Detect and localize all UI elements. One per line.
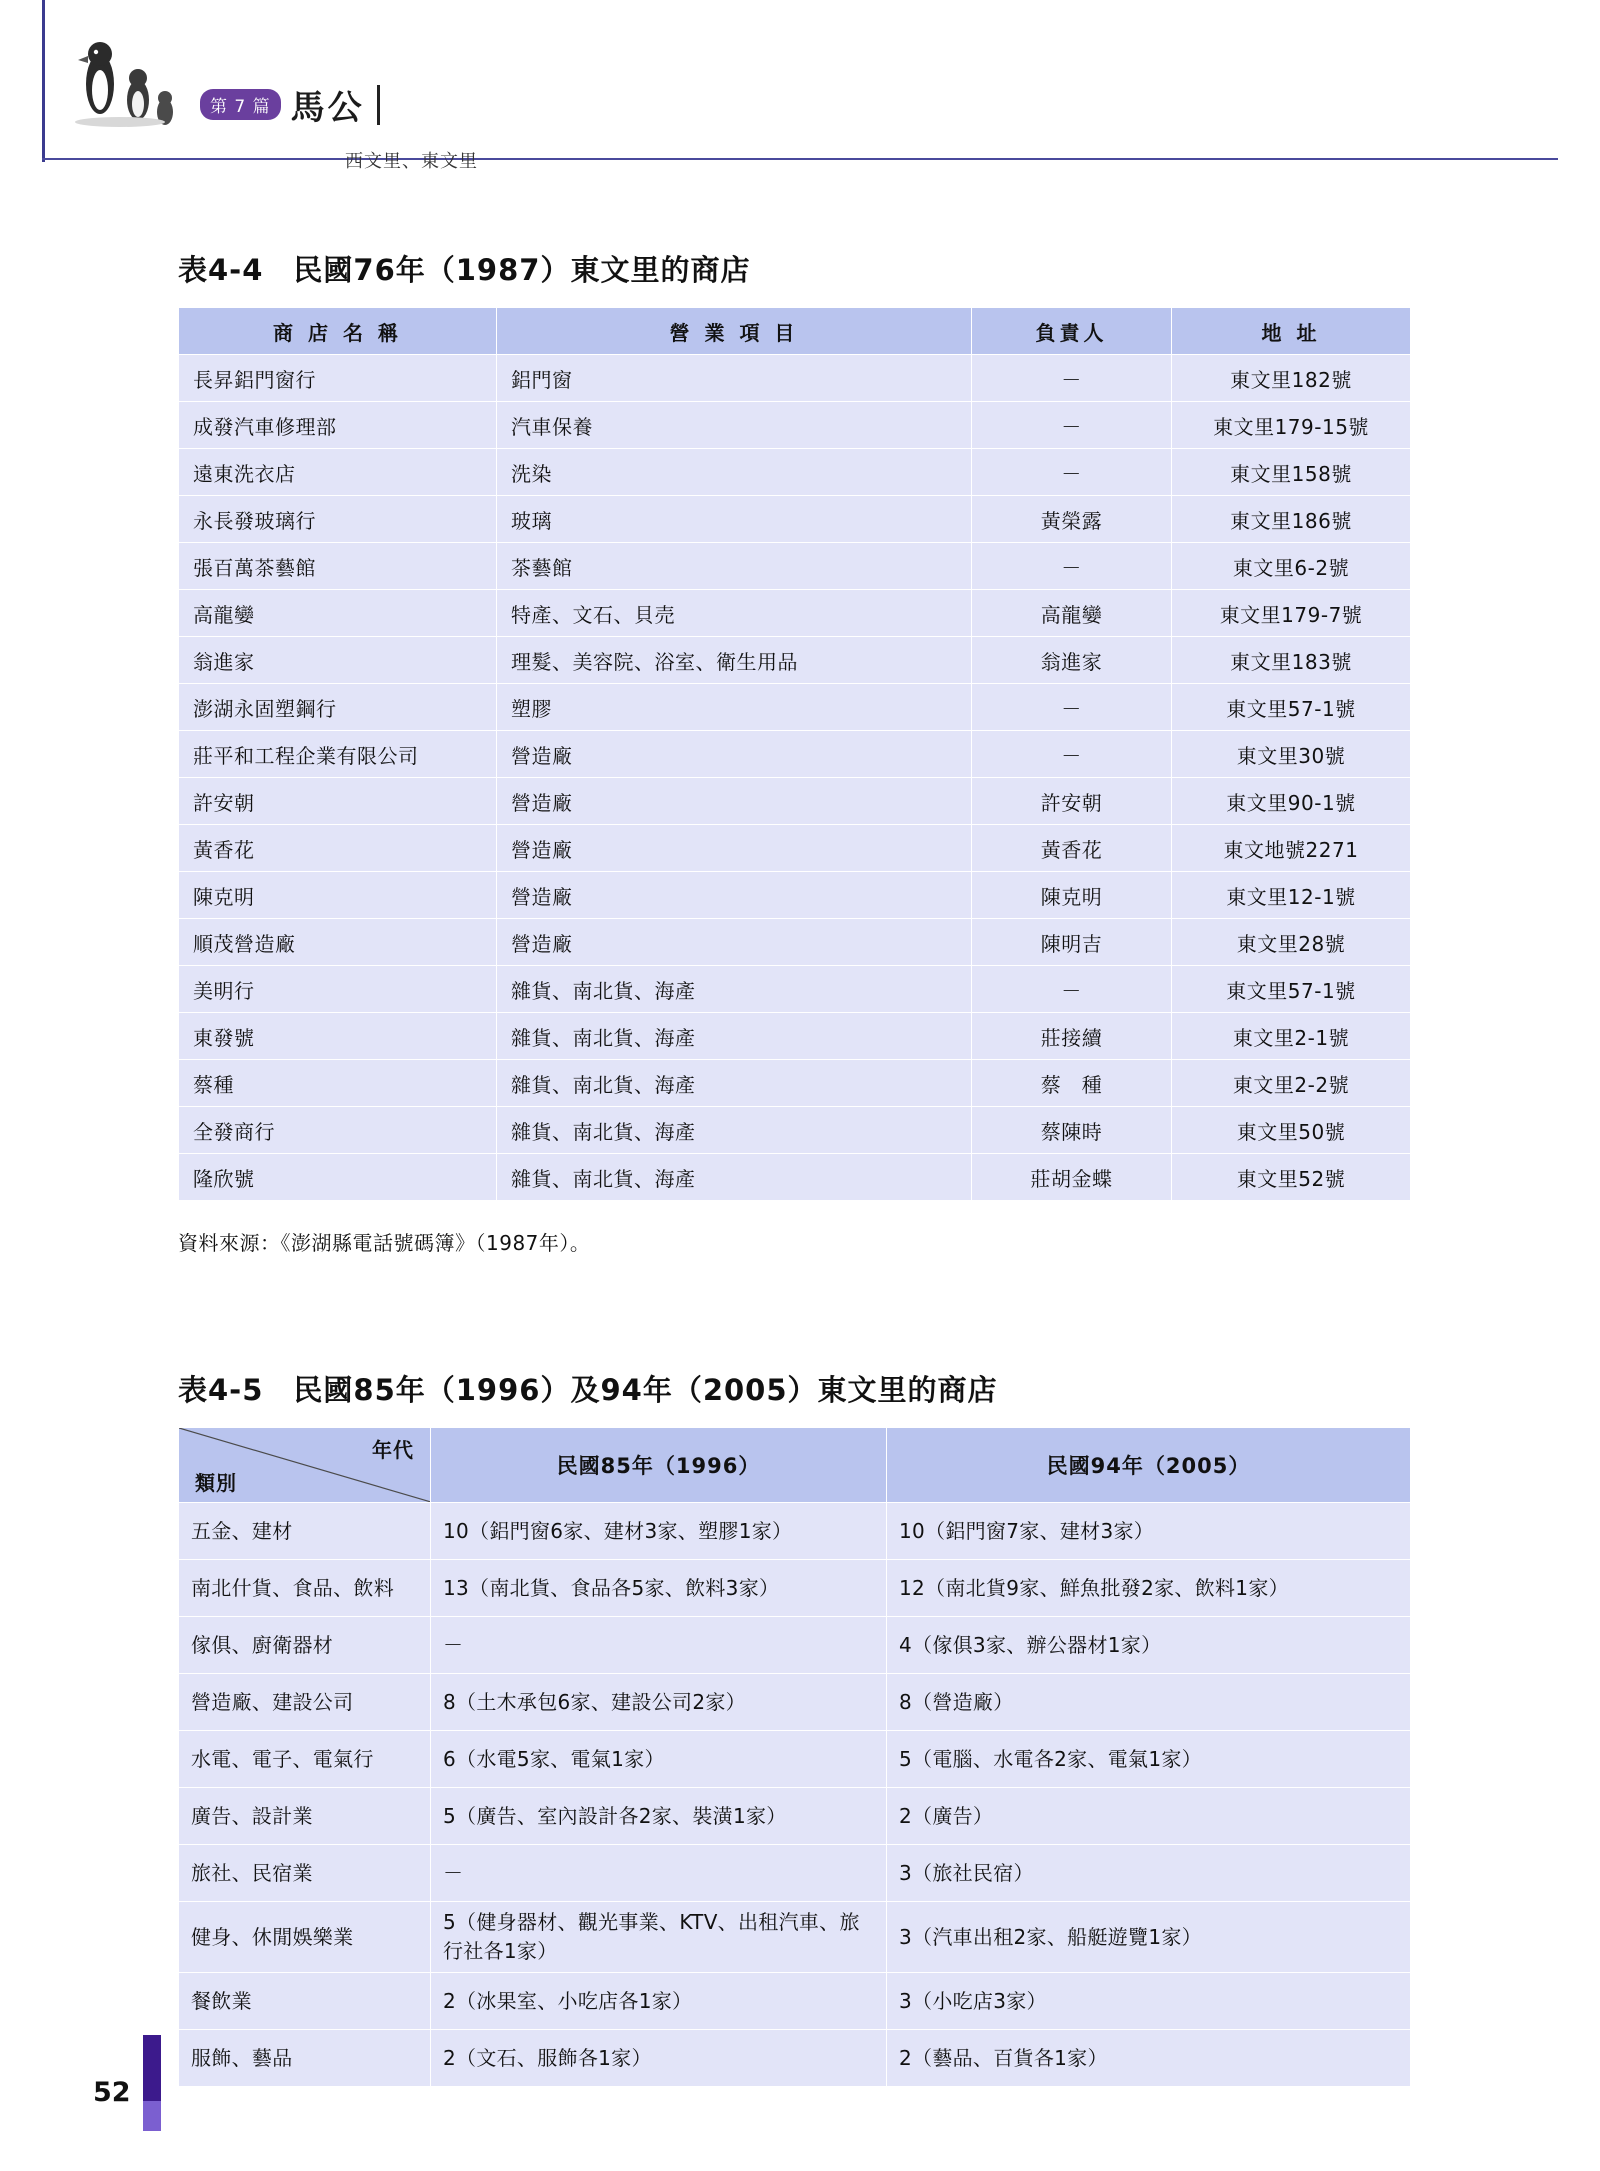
table-row	[179, 1674, 1411, 1731]
cell-address: 東文里28號	[1172, 919, 1411, 966]
table-row	[179, 637, 1411, 684]
footer-accent-bar-highlight	[143, 2101, 161, 2131]
chapter-badge	[200, 80, 380, 129]
column-header-business-items: 營 業 項 目	[497, 308, 972, 355]
cell-business-items: 雜貨、南北貨、海產	[497, 966, 972, 1013]
corner-label-category: 類別	[195, 1471, 237, 1495]
cell-1996: 8（土木承包6家、建設公司2家）	[431, 1674, 887, 1731]
table-4-4-caption: 表4-4 民國76年（1987）東文里的商店	[178, 253, 751, 287]
cell-1996: 5（健身器材、觀光事業、KTV、出租汽車、旅行社各1家）	[431, 1902, 887, 1973]
cell-address: 東文里57-1號	[1172, 684, 1411, 731]
cell-shop-name: 許安朝	[179, 778, 497, 825]
table-row	[179, 778, 1411, 825]
cell-owner: －	[972, 402, 1172, 449]
cell-1996: 13（南北貨、食品各5家、飲料3家）	[431, 1560, 887, 1617]
cell-address: 東文里50號	[1172, 1107, 1411, 1154]
cell-category: 五金、建材	[179, 1503, 431, 1560]
cell-shop-name: 蔡種	[179, 1060, 497, 1107]
table-row	[179, 355, 1411, 402]
corner-header-cell	[179, 1428, 431, 1503]
table-row	[179, 966, 1411, 1013]
cell-category: 營造廠、建設公司	[179, 1674, 431, 1731]
cell-business-items: 洗染	[497, 449, 972, 496]
cell-2005: 2（藝品、百貨各1家）	[887, 2030, 1411, 2087]
table-row	[179, 1154, 1411, 1201]
cell-business-items: 雜貨、南北貨、海產	[497, 1013, 972, 1060]
page-number: 52	[93, 2077, 131, 2108]
table-4-5-body	[179, 1503, 1411, 2087]
cell-1996: 6（水電5家、電氣1家）	[431, 1731, 887, 1788]
table-row	[179, 1902, 1411, 1973]
column-header-2005: 民國94年（2005）	[887, 1428, 1411, 1503]
table-row	[179, 543, 1411, 590]
cell-shop-name: 成發汽車修理部	[179, 402, 497, 449]
cell-category: 水電、電子、電氣行	[179, 1731, 431, 1788]
cell-owner: 蔡陳時	[972, 1107, 1172, 1154]
cell-address: 東文里186號	[1172, 496, 1411, 543]
table-header-row	[179, 308, 1411, 355]
cell-address: 東文里179-15號	[1172, 402, 1411, 449]
cell-business-items: 茶藝館	[497, 543, 972, 590]
cell-1996: 10（鋁門窗6家、建材3家、塑膠1家）	[431, 1503, 887, 1560]
cell-owner: 莊接續	[972, 1013, 1172, 1060]
cell-2005: 5（電腦、水電各2家、電氣1家）	[887, 1731, 1411, 1788]
cell-2005: 2（廣告）	[887, 1788, 1411, 1845]
cell-owner: 許安朝	[972, 778, 1172, 825]
table-header-row	[179, 1428, 1411, 1503]
chapter-title-rule	[377, 85, 380, 125]
cell-2005: 3（汽車出租2家、船艇遊覽1家）	[887, 1902, 1411, 1973]
cell-business-items: 特產、文石、貝売	[497, 590, 972, 637]
table-4-4-source-note: 資料來源：《澎湖縣電話號碼簿》（1987年）。	[178, 1231, 591, 1255]
cell-owner: 翁進家	[972, 637, 1172, 684]
cell-business-items: 玻璃	[497, 496, 972, 543]
cell-business-items: 營造廠	[497, 825, 972, 872]
cell-shop-name: 黃香花	[179, 825, 497, 872]
cell-2005: 3（小吃店3家）	[887, 1973, 1411, 2030]
table-row	[179, 2030, 1411, 2087]
cell-owner: 高龍孌	[972, 590, 1172, 637]
section-subheading: 西文里、東文里	[345, 151, 478, 172]
chapter-number-pill: 第 7 篇	[200, 89, 281, 120]
table-row	[179, 1617, 1411, 1674]
cell-shop-name: 陳克明	[179, 872, 497, 919]
cell-owner: 蔡 種	[972, 1060, 1172, 1107]
cell-shop-name: 莊平和工程企業有限公司	[179, 731, 497, 778]
cell-address: 東文里183號	[1172, 637, 1411, 684]
cell-business-items: 營造廠	[497, 872, 972, 919]
cell-owner: －	[972, 543, 1172, 590]
cell-owner: －	[972, 684, 1172, 731]
table-row	[179, 402, 1411, 449]
cell-address: 東文里2-2號	[1172, 1060, 1411, 1107]
cell-shop-name: 永長發玻璃行	[179, 496, 497, 543]
cell-shop-name: 東發號	[179, 1013, 497, 1060]
cell-owner: 黃香花	[972, 825, 1172, 872]
column-header-shop-name: 商 店 名 稱	[179, 308, 497, 355]
cell-shop-name: 高龍孌	[179, 590, 497, 637]
page-header	[60, 30, 580, 172]
table-row	[179, 1845, 1411, 1902]
chapter-title: 馬公	[290, 88, 365, 128]
cell-business-items: 營造廠	[497, 919, 972, 966]
table-row	[179, 496, 1411, 543]
cell-address: 東文里52號	[1172, 1154, 1411, 1201]
cell-2005: 3（旅社民宿）	[887, 1845, 1411, 1902]
table-row	[179, 872, 1411, 919]
cell-owner: 黃榮露	[972, 496, 1172, 543]
cell-category: 廣告、設計業	[179, 1788, 431, 1845]
cell-address: 東文地號2271	[1172, 825, 1411, 872]
cell-business-items: 汽車保養	[497, 402, 972, 449]
table-row	[179, 1013, 1411, 1060]
table-row	[179, 1973, 1411, 2030]
table-row	[179, 919, 1411, 966]
cell-owner: －	[972, 731, 1172, 778]
cell-address: 東文里182號	[1172, 355, 1411, 402]
cell-category: 傢俱、廚衛器材	[179, 1617, 431, 1674]
cell-category: 餐飲業	[179, 1973, 431, 2030]
cell-address: 東文里12-1號	[1172, 872, 1411, 919]
cell-category: 南北什貨、食品、飲料	[179, 1560, 431, 1617]
cell-owner: 陳明吉	[972, 919, 1172, 966]
cell-2005: 8（營造廠）	[887, 1674, 1411, 1731]
table-row	[179, 1060, 1411, 1107]
table-row	[179, 1107, 1411, 1154]
cell-shop-name: 遠東洗衣店	[179, 449, 497, 496]
cell-1996: －	[431, 1617, 887, 1674]
cell-2005: 4（傢俱3家、辦公器材1家）	[887, 1617, 1411, 1674]
cell-2005: 10（鋁門窗7家、建材3家）	[887, 1503, 1411, 1560]
cell-owner: 莊胡金蝶	[972, 1154, 1172, 1201]
cell-business-items: 鋁門窗	[497, 355, 972, 402]
table-row	[179, 1731, 1411, 1788]
cell-owner: －	[972, 355, 1172, 402]
table-4-5-caption: 表4-5 民國85年（1996）及94年（2005）東文里的商店	[178, 1373, 998, 1407]
cell-address: 東文里179-7號	[1172, 590, 1411, 637]
cell-shop-name: 翁進家	[179, 637, 497, 684]
cell-owner: －	[972, 449, 1172, 496]
table-row	[179, 1788, 1411, 1845]
cell-address: 東文里2-1號	[1172, 1013, 1411, 1060]
cell-owner: －	[972, 966, 1172, 1013]
cell-1996: －	[431, 1845, 887, 1902]
table-row	[179, 1503, 1411, 1560]
cell-business-items: 營造廠	[497, 731, 972, 778]
cell-business-items: 理髮、美容院、浴室、衛生用品	[497, 637, 972, 684]
cell-category: 健身、休閒娛樂業	[179, 1902, 431, 1973]
table-row	[179, 731, 1411, 778]
table-row	[179, 590, 1411, 637]
cell-owner: 陳克明	[972, 872, 1172, 919]
document-content	[178, 248, 1418, 2087]
cell-1996: 2（冰果室、小吃店各1家）	[431, 1973, 887, 2030]
table-row	[179, 684, 1411, 731]
table-row	[179, 1560, 1411, 1617]
table-4-5	[178, 1427, 1411, 2087]
cell-address: 東文里30號	[1172, 731, 1411, 778]
cell-shop-name: 美明行	[179, 966, 497, 1013]
cell-shop-name: 順茂營造廠	[179, 919, 497, 966]
column-header-address: 地 址	[1172, 308, 1411, 355]
column-header-1996: 民國85年（1996）	[431, 1428, 887, 1503]
cell-shop-name: 張百萬茶藝館	[179, 543, 497, 590]
cell-address: 東文里90-1號	[1172, 778, 1411, 825]
cell-business-items: 雜貨、南北貨、海產	[497, 1154, 972, 1201]
cell-address: 東文里57-1號	[1172, 966, 1411, 1013]
cell-category: 旅社、民宿業	[179, 1845, 431, 1902]
table-4-4	[178, 307, 1411, 1201]
column-header-owner: 負責人	[972, 308, 1172, 355]
cell-business-items: 塑膠	[497, 684, 972, 731]
table-row	[179, 825, 1411, 872]
cell-category: 服飾、藝品	[179, 2030, 431, 2087]
cell-address: 東文里158號	[1172, 449, 1411, 496]
cell-shop-name: 澎湖永固塑鋼行	[179, 684, 497, 731]
cell-business-items: 營造廠	[497, 778, 972, 825]
page-left-rule	[42, 0, 45, 162]
corner-label-year: 年代	[372, 1438, 414, 1462]
cell-business-items: 雜貨、南北貨、海產	[497, 1060, 972, 1107]
cell-shop-name: 長昇鋁門窗行	[179, 355, 497, 402]
cell-1996: 5（廣告、室內設計各2家、裝潢1家）	[431, 1788, 887, 1845]
table-4-4-body	[179, 355, 1411, 1201]
penguin-illustration-icon	[70, 38, 180, 128]
table-row	[179, 449, 1411, 496]
cell-1996: 2（文石、服飾各1家）	[431, 2030, 887, 2087]
cell-2005: 12（南北貨9家、鮮魚批發2家、飲料1家）	[887, 1560, 1411, 1617]
cell-address: 東文里6-2號	[1172, 543, 1411, 590]
cell-shop-name: 全發商行	[179, 1107, 497, 1154]
cell-business-items: 雜貨、南北貨、海產	[497, 1107, 972, 1154]
cell-shop-name: 隆欣號	[179, 1154, 497, 1201]
